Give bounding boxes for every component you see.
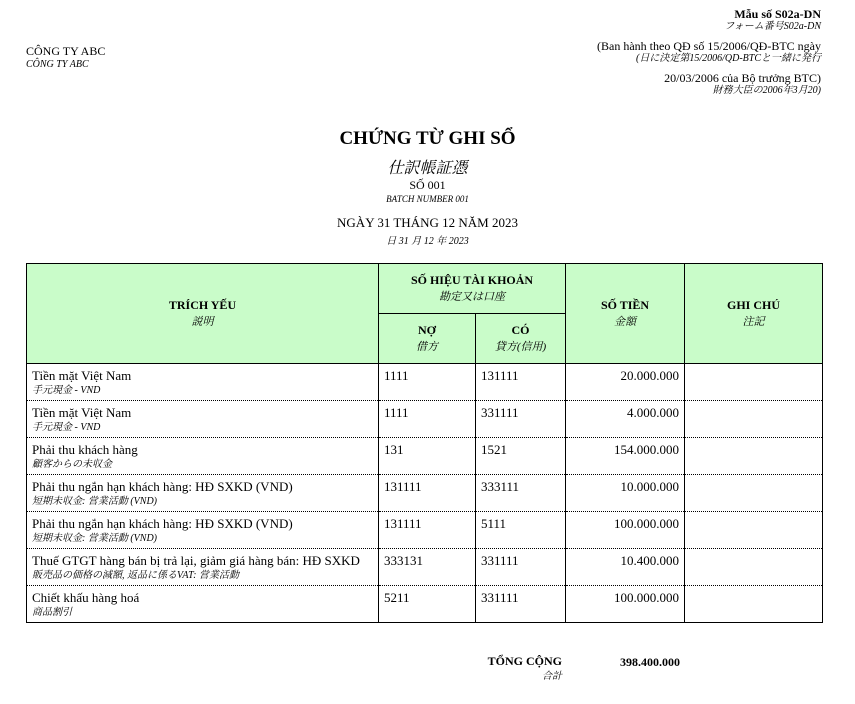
header-amount: SỐ TIỀN 金額 [566, 264, 685, 364]
table-row [27, 512, 823, 549]
row-debit: 333131 [379, 549, 476, 586]
header-credit: CÓ 貸方(信用) [476, 314, 566, 364]
row-credit: 333111 [476, 475, 566, 512]
row-amount: 20.000.000 [566, 364, 685, 401]
row-debit: 131 [379, 438, 476, 475]
row-description: Phải thu khách hàng 顧客からの未収金 [27, 438, 379, 475]
form-issued-jp: (日に決定第15/2006/QD-BTCと一緒に発行 [636, 53, 821, 64]
row-note [685, 364, 823, 401]
ledger-table [26, 263, 823, 623]
header-account: SỐ HIỆU TÀI KHOẢN 勘定又は口座 [379, 264, 566, 314]
row-credit: 1521 [476, 438, 566, 475]
document-number: SỐ 001 [409, 178, 446, 192]
row-debit: 131111 [379, 475, 476, 512]
row-amount: 10.400.000 [566, 549, 685, 586]
table-row [27, 438, 823, 475]
row-description: Chiết khấu hàng hoá 商品割引 [27, 586, 379, 623]
row-amount: 4.000.000 [566, 401, 685, 438]
row-debit: 131111 [379, 512, 476, 549]
table-row [27, 475, 823, 512]
row-note [685, 512, 823, 549]
row-amount: 100.000.000 [566, 512, 685, 549]
row-description: Thuế GTGT hàng bán bị trả lại, giảm giá hàng bán: HĐ SXKD 販売品の価格の減額, 返品に係るVAT: 営業活動 [27, 549, 379, 586]
row-amount: 100.000.000 [566, 586, 685, 623]
row-note [685, 549, 823, 586]
row-debit: 1111 [379, 364, 476, 401]
page-title: CHỨNG TỪ GHI SỔ [339, 128, 516, 149]
company-block [26, 44, 105, 72]
row-description: Tiền mặt Việt Nam 手元現金 - VND [27, 401, 379, 438]
row-note [685, 475, 823, 512]
row-credit: 331111 [476, 586, 566, 623]
row-description: Phải thu ngắn hạn khách hàng: HĐ SXKD (VND) 短期未収金: 営業活動 (VND) [27, 475, 379, 512]
form-info [481, 7, 821, 97]
document-date: NGÀY 31 THÁNG 12 NĂM 2023 [337, 215, 518, 230]
document-number-jp: BATCH NUMBER 001 [386, 194, 469, 204]
row-note [685, 586, 823, 623]
form-code: Mẫu số S02a-DN [734, 7, 821, 21]
company-name: CÔNG TY ABC [26, 44, 106, 58]
row-description: Phải thu ngắn hạn khách hàng: HĐ SXKD (VND) 短期未収金: 営業活動 (VND) [27, 512, 379, 549]
total-label: TỔNG CỘNG 合計 [487, 654, 562, 682]
row-credit: 5111 [476, 512, 566, 549]
row-debit: 1111 [379, 401, 476, 438]
form-date: 20/03/2006 của Bộ trưởng BTC) [664, 71, 821, 85]
header-debit: NỢ 借方 [379, 314, 476, 364]
row-credit: 131111 [476, 364, 566, 401]
form-issued: (Ban hành theo QĐ số 15/2006/QĐ-BTC ngày [597, 39, 821, 53]
table-row [27, 586, 823, 623]
total-value: 398.400.000 [620, 655, 680, 669]
table-row [27, 364, 823, 401]
header-description: TRÍCH YẾU 説明 [27, 264, 379, 364]
company-name-jp: CÔNG TY ABC [26, 59, 89, 70]
form-code-jp: フォーム番号S02a-DN [724, 21, 821, 32]
row-description: Tiền mặt Việt Nam 手元現金 - VND [27, 364, 379, 401]
row-note [685, 438, 823, 475]
document-date-jp: 日 31 月 12 年 2023 [386, 236, 469, 247]
header-note: GHI CHÚ 注記 [685, 264, 823, 364]
row-credit: 331111 [476, 401, 566, 438]
row-amount: 154.000.000 [566, 438, 685, 475]
row-amount: 10.000.000 [566, 475, 685, 512]
table-row [27, 549, 823, 586]
table-row [27, 401, 823, 438]
page-title-jp: 仕訳帳証憑 [387, 160, 468, 177]
row-debit: 5211 [379, 586, 476, 623]
row-credit: 331111 [476, 549, 566, 586]
form-date-jp: 財務大臣の2006年3月20) [712, 85, 821, 96]
row-note [685, 401, 823, 438]
